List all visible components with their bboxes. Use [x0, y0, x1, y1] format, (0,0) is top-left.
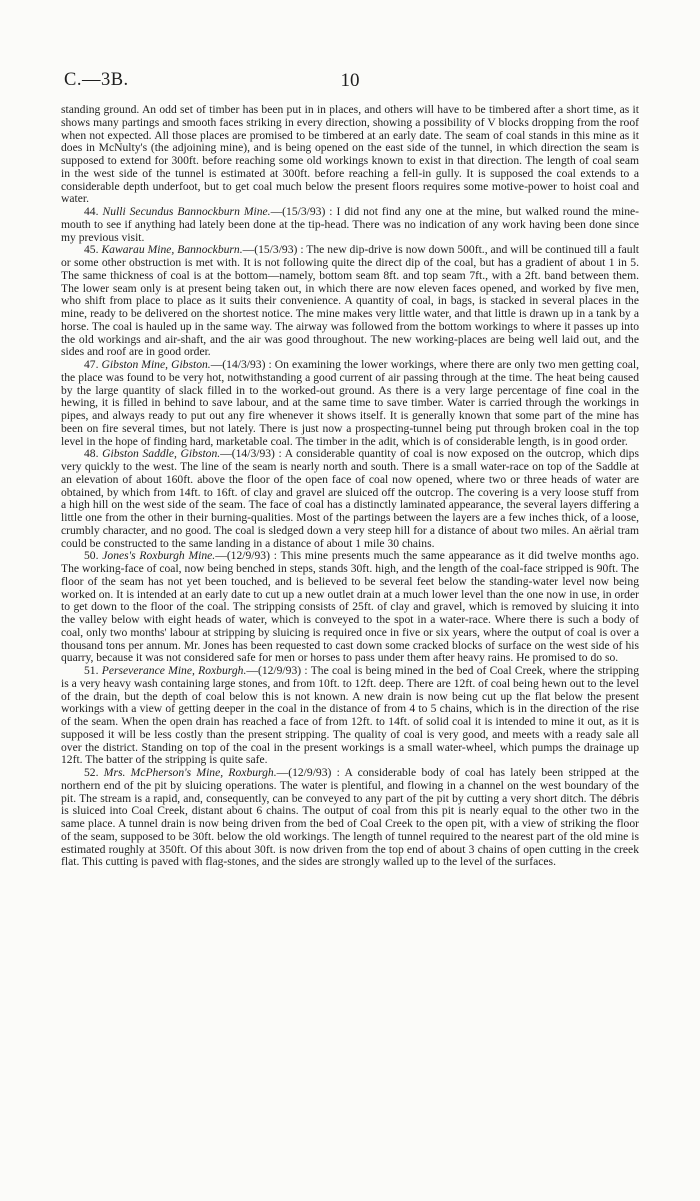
- paragraph-48: 48. Gibston Saddle, Gibston.—(14/3/93) : A considerable quantity of coal is now exposed on the outcrop, which dips very quickly to the west. The line of the seam is nearly north and south. There is a small water-race on top of the Saddle at an elevation of about 160ft. above the floor of the open face of coal now opened, where two or three heads of water are obtained, by which from 14ft. to 16ft. of clay and gravel are sluiced off the outcrop. The covering is a very loose stuff from a high hill on the west side of the seam. The face of coal has a distinctly laminated appearance, the several layers differing a little one from the other in their burning-qualities. Most of the partings between the layers are a few inches thick, of a loose, crumbly character, and no good. The coal is sledged down a very steep hill for a distance of about two miles. An aërial tram could be constructed to the same landing in a distance of about 1 mile 30 chains.: [61, 447, 639, 550]
- paragraph-47: 47. Gibston Mine, Gibston.—(14/3/93) : On examining the lower workings, where there are only two men getting coal, the place was found to be very hot, notwithstanding a good current of air passing through at the time. The heat being caused by the large quantity of slack filled in to the worked-out ground. As there is a very large percentage of fine coal in the hewing, it is filled in behind to save labour, and at the same time to save timber. Water is carried through the workings in pipes, and always ready to put out any fire whenever it shows itself. It is generally known that some part of the mine has been on fire several times, but not lately. There is just now a prospecting-tunnel being put through broken coal in the top level in the hope of finding hard, marketable coal. The timber in the adit, which is of considerable length, is in good order.: [61, 358, 640, 448]
- paragraph-title: Perseverance Mine, Roxburgh.: [101, 664, 247, 677]
- paragraph-title: Kawarau Mine, Bannockburn.: [101, 243, 243, 257]
- paragraph-title: Gibston Saddle, Gibston.: [102, 447, 221, 461]
- section-reference: C.—3B.: [64, 70, 129, 90]
- paragraph-title: Gibston Mine, Gibston.: [101, 358, 211, 371]
- paragraph-title: Mrs. McPherson's Mine, Roxburgh.: [103, 766, 277, 779]
- paragraph-title: Nulli Secundus Bannockburn Mine.: [102, 205, 271, 218]
- paragraph-52: 52. Mrs. McPherson's Mine, Roxburgh.—(12/9/93) : A considerable body of coal has lately been stripped at the northern end of the pit by sluicing operations. The water is plentiful, and flowing in a channel on the west boundary of the pit. The stream is a rapid, and, consequently, can be conveyed to any part of the pit by cutting a very short ditch. The débris is sluiced into Coal Creek, distant about 6 chains. The output of coal from this pit is nearly equal to the other two in the same place. A tunnel drain is now being driven from the bed of Coal Creek to the open pit, with a view of striking the floor of the seam, supposed to be 30ft. below the old workings. The length of tunnel required to the nearest part of the old mine is estimated roughly at 350ft. Of this about 30ft. is now driven from the top end of about 3 chains of open cutting in the creek flat. This cutting is paved with flag-stones, and the sides are strongly walled up to the level of the surfaces.: [61, 766, 639, 869]
- paragraph-51: 51. Perseverance Mine, Roxburgh.—(12/9/93) : The coal is being mined in the bed of Coal Creek, where the stripping is a very heavy wash containing large stones, and from 10ft. to 12ft. deep. There are 12ft. of coal being hewn out to the level of the drain, but the depth of coal below this is not known. A new drain is now being cut up the flat below the present workings with a view of getting deeper in the coal in the distance of from 4 to 5 chains, which is in the direction of the rise of the seam. When the open drain has reached a face of from 12ft. to 14ft. of solid coal it is intended to mine it out, as it is supposed it will be less costly than the present stripping. The quality of coal is very good, and meets with a ready sale all over the district. Standing on top of the coal in the present workings is a small water-wheel, which pumps the drainage up 12ft. The batter of the stripping is quite safe.: [61, 664, 639, 767]
- paragraph-continued: standing ground. An odd set of timber has been put in in places, and others will have to be timbered after a short time, as it shows many partings and smooth faces striking in every direction, showing a possibility of V blocks dropping from the roof when not expected. All those places are promised to be timbered at an early date. The seam of coal stands in this mine as it does in McNulty's (the adjoining mine), and is being opened on the east side of the tunnel, in which direction the seam is supposed to extend for 300ft. before reaching some old workings known to exist in that direction. The length of coal seam in the west side of the tunnel is estimated at 300ft. before reaching a fell-in gully. It is supposed the coal extends to a considerable depth underfoot, but to get coal much below the present floors requires some motive-power to hoist coal and water.: [61, 103, 639, 206]
- body-text: [61, 104, 639, 869]
- page-number: 10: [340, 70, 360, 91]
- paragraph-44: 44. Nulli Secundus Bannockburn Mine.—(15/3/93) : I did not find any one at the mine, but walked round the mine-mouth to see if anything had lately been done at the tip-head. There was no indication of any work having been done since my previous visit.: [61, 205, 639, 244]
- paragraph-50: 50. Jones's Roxburgh Mine.—(12/9/93) : This mine presents much the same appearance as it did twelve months ago. The working-face of coal, now being benched in steps, stands 30ft. high, and the length of the coal-face stripped is 90ft. The floor of the seam has not yet been touched, and is believed to be several feet below the standing-water level now being worked on. It is intended at an early date to cut up a new outlet drain at a much lower level than the one now in use, in order to get down to the floor of the coal. The stripping consists of 25ft. of clay and gravel, which is removed by sluicing it into the valley below with eight heads of water, which is conveyed to the spot in a water-race. Where there is such a body of coal, only two months' labour at stripping by sluicing is required once in five or six years, where the output of coal is over a thousand tons per annum. Mr. Jones has been requested to cast down some cracked blocks of surface on the west side of his quarry, because it was not considered safe for men or horses to pass under them after heavy rains. He promised to do so.: [61, 549, 640, 665]
- paragraph-45: 45. Kawarau Mine, Bannockburn.—(15/3/93) : The new dip-drive is now down 500ft., and will be continued till a fault or some other obstruction is met with. It is not following quite the direct dip of the coal, but has a gradient of about 1 in 5. The same thickness of coal is at the bottom—namely, bottom seam 8ft. and top seam 7ft., with a 2ft. band between them. The lower seam only is at present being taken out, in which there are now eleven faces opened, and worked by five men, who shift from place to place as it suits their convenience. A quantity of coal, in bags, is stacked in several places in the mine, ready to be delivered on the shortest notice. The mine makes very little water, and that little is drawn up in a tank by a horse. The coal is hauled up in the same way. The airway was followed from the bottom workings to where it passes up into the old workings and air-shaft, and the air was good throughout. The new working-places are being well laid out, and the sides and roof are in good order.: [61, 243, 640, 359]
- paragraph-title: Jones's Roxburgh Mine.: [102, 549, 216, 563]
- page-header: [64, 70, 636, 96]
